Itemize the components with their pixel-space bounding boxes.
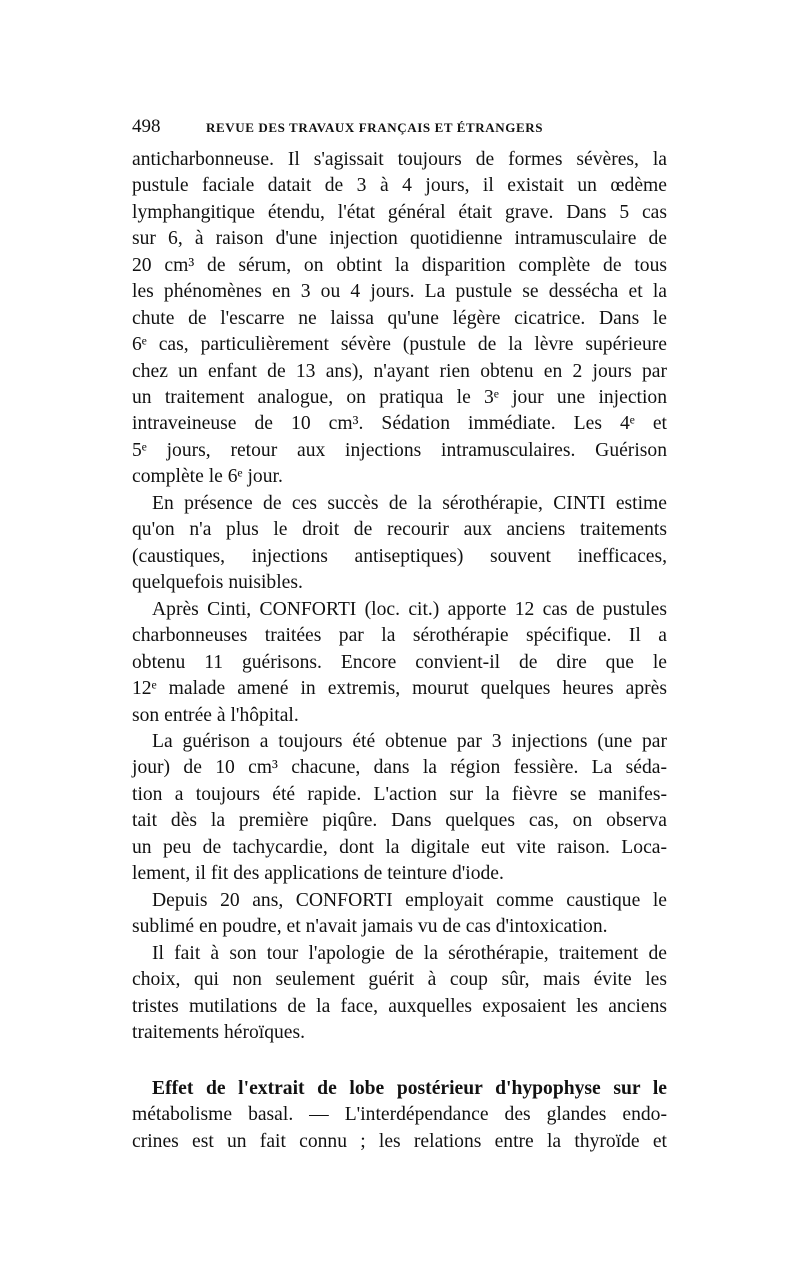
- text-line: un traitement analogue, on pratiqua le 3ᵉ jour une injection: [132, 386, 667, 408]
- text-line: les phénomènes en 3 ou 4 jours. La pustule se dessécha et la: [132, 281, 667, 303]
- text-line: charbonneuses traitées par la sérothérapie spécifique. Il a: [132, 625, 667, 647]
- text-line: tion a toujours été rapide. L'action sur la fièvre se manifes-: [132, 783, 667, 805]
- text-line: En présence de ces succès de la sérothérapie, CINTI estime: [152, 493, 667, 514]
- text-line: un peu de tachycardie, dont la digitale eut vite raison. Loca-: [132, 836, 667, 858]
- text-line: lymphangitique étendu, l'état général était grave. Dans 5 cas: [132, 201, 667, 223]
- text-line: qu'on n'a plus le droit de recourir aux anciens traitements: [132, 519, 667, 541]
- running-title: REVUE DES TRAVAUX FRANÇAIS ET ÉTRANGERS: [206, 120, 544, 135]
- text-line: Après Cinti, CONFORTI (loc. cit.) apporte 12 cas de pustules: [152, 599, 667, 620]
- paragraph-5: [132, 888, 667, 941]
- text-line: quelquefois nuisibles.: [132, 572, 303, 594]
- text-line: traitements héroïques.: [132, 1022, 306, 1044]
- section-effet-hypophyse: [132, 1076, 667, 1155]
- text-line: 5ᵉ jours, retour aux injections intramusculaires. Guérison: [132, 439, 667, 461]
- paragraph-4: [132, 729, 667, 888]
- text-line: intraveineuse de 10 cm³. Sédation immédiate. Les 4ᵉ et: [132, 413, 667, 435]
- text-line: métabolisme basal. — L'interdépendance des glandes endo-: [132, 1104, 667, 1126]
- text-line: anticharbonneuse. Il s'agissait toujours de formes sévères, la: [132, 149, 667, 170]
- text-line: (caustiques, injections antiseptiques) souvent inefficaces,: [132, 545, 667, 567]
- paragraph-2: [132, 491, 667, 597]
- text-line: chute de l'escarre ne laissa qu'une légère cicatrice. Dans le: [132, 307, 667, 329]
- text-line: Il fait à son tour l'apologie de la sérothérapie, traitement de: [152, 943, 667, 964]
- text-line: 12ᵉ malade amené in extremis, mourut quelques heures après: [132, 678, 667, 700]
- text-line: tait dès la première piqûre. Dans quelques cas, on observa: [132, 810, 667, 832]
- text-line: sublimé en poudre, et n'avait jamais vu de cas d'intoxication.: [132, 916, 608, 938]
- text-line: 20 cm³ de sérum, on obtint la disparition complète de tous: [132, 254, 667, 276]
- text-line: 6ᵉ cas, particulièrement sévère (pustule de la lèvre supérieure: [132, 334, 667, 356]
- page-number: 498: [132, 116, 161, 137]
- text-line: son entrée à l'hôpital.: [132, 704, 299, 726]
- paragraph-1: [132, 147, 667, 491]
- text-line: jour) de 10 cm³ chacune, dans la région fessière. La séda-: [132, 757, 667, 779]
- text-line: complète le 6ᵉ jour.: [132, 466, 283, 488]
- text-line: tristes mutilations de la face, auxquelles exposaient les anciens: [132, 995, 667, 1017]
- text-line: choix, qui non seulement guérit à coup sûr, mais évite les: [132, 969, 667, 991]
- text-line: chez un enfant de 13 ans), n'ayant rien obtenu en 2 jours par: [132, 360, 667, 382]
- text-line: obtenu 11 guérisons. Encore convient-il de dire que le: [132, 651, 667, 673]
- running-header: [132, 116, 667, 140]
- text-line: sur 6, à raison d'une injection quotidienne intramusculaire de: [132, 228, 667, 250]
- text-line: lement, il fit des applications de teinture d'iode.: [132, 863, 504, 885]
- paragraph-6: [132, 941, 667, 1047]
- text-line: pustule faciale datait de 3 à 4 jours, il existait un œdème: [132, 175, 667, 197]
- text-line: La guérison a toujours été obtenue par 3 injections (une par: [152, 731, 667, 752]
- paragraph-3: [132, 597, 667, 729]
- text-line: Depuis 20 ans, CONFORTI employait comme caustique le: [152, 890, 667, 911]
- text-line: crines est un fait connu ; les relations entre la thyroïde et: [132, 1130, 667, 1152]
- section-heading-line: Effet de l'extrait de lobe postérieur d'hypophyse sur le: [152, 1078, 667, 1099]
